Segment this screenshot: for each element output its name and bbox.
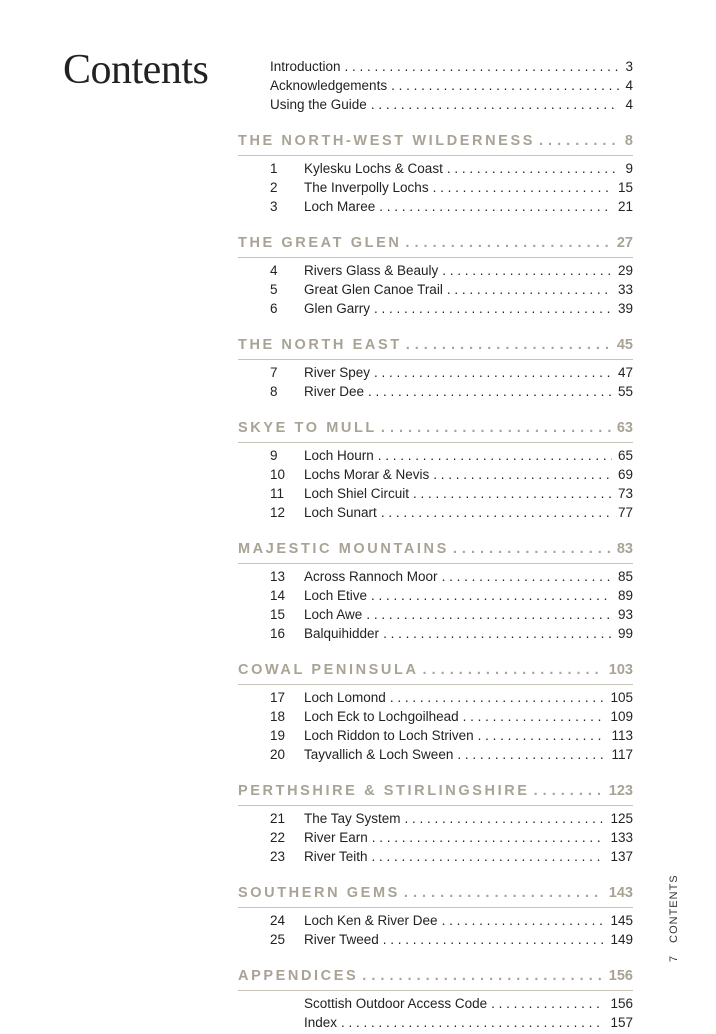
dot-leader [447,282,612,297]
entry-label: Loch Awe [304,607,363,622]
toc-section [238,885,633,951]
entry-number: 3 [270,199,278,214]
page-ref: 65 [617,448,633,463]
dot-leader [405,235,610,251]
entry-number: 2 [270,180,278,195]
dot-leader [404,885,603,901]
toc-entry [238,263,633,282]
page-ref: 125 [610,811,633,826]
page-number: 7 [668,954,680,962]
toc-section [238,968,633,1034]
toc-entry [238,161,633,180]
page-ref: 33 [617,282,633,297]
entry-label: River Earn [304,830,368,845]
section-heading [238,541,633,564]
entry-number: 20 [270,747,286,762]
toc-entry [238,588,633,607]
page-ref: 83 [616,541,633,557]
entry-number: 8 [270,384,278,399]
dot-leader [442,569,612,584]
section-title: SKYE TO MULL [238,420,377,436]
dot-leader [374,301,612,316]
dot-leader [379,199,612,214]
dot-leader [406,337,611,353]
toc-entry [238,486,633,505]
entry-number: 21 [270,811,286,826]
intro-item [238,59,633,78]
dot-leader [381,420,611,436]
page-ref: 143 [608,885,633,901]
page-ref: 109 [610,709,633,724]
dot-leader [390,690,605,705]
toc-entry [238,282,633,301]
toc-entry [238,365,633,384]
page-ref: 47 [617,365,633,380]
dot-leader [539,133,619,149]
entry-label: Loch Riddon to Loch Striven [304,728,474,743]
entry-label: River Tweed [304,932,379,947]
toc-entry [238,384,633,403]
toc-entry [238,607,633,626]
toc-entry [238,830,633,849]
dot-leader [433,180,612,195]
page-ref: 149 [610,932,633,947]
entry-number: 9 [270,448,278,463]
dot-leader [433,467,612,482]
entry-label: Loch Shiel Circuit [304,486,410,501]
entry-number: 14 [270,588,286,603]
toc-section [238,337,633,403]
entry-number: 19 [270,728,286,743]
toc-entry [238,467,633,486]
toc-entry [238,709,633,728]
toc-entry [238,448,633,467]
toc-entry [238,728,633,747]
entry-label: Across Rannoch Moor [304,569,438,584]
entry-number: 11 [270,486,285,501]
dot-leader [453,541,611,557]
entry-label: Loch Sunart [304,505,377,520]
page-ref: 113 [611,728,633,743]
dot-leader [368,384,612,399]
page-ref: 103 [608,662,633,678]
page-ref: 133 [610,830,633,845]
entry-label: Loch Ken & River Dee [304,913,438,928]
page-ref: 117 [611,747,633,762]
page-title: Contents [63,47,209,93]
toc-entry [238,569,633,588]
toc-entry [238,811,633,830]
page-ref: 99 [617,626,633,641]
entry-label: Acknowledgements [270,78,388,93]
toc-section [238,783,633,868]
entry-label: Balquihidder [304,626,380,641]
running-footer [668,874,680,962]
entry-label: River Spey [304,365,371,380]
section-heading [238,235,633,258]
entry-label: River Dee [304,384,365,399]
page-ref: 21 [617,199,633,214]
entry-label: River Teith [304,849,368,864]
entry-number: 24 [270,913,286,928]
section-title: SOUTHERN GEMS [238,885,400,901]
entry-label: Lochs Morar & Nevis [304,467,430,482]
entry-label: The Tay System [304,811,401,826]
toc-section [238,662,633,766]
entry-label: Glen Garry [304,301,371,316]
dot-leader [413,486,612,501]
entry-number: 12 [270,505,286,520]
page-ref: 105 [610,690,633,705]
page-ref: 85 [617,569,633,584]
dot-leader [378,448,612,463]
entry-number: 7 [270,365,278,380]
toc-entry [238,690,633,709]
entry-label: The Inverpolly Lochs [304,180,429,195]
entry-number: 10 [270,467,286,482]
dot-leader [372,830,605,845]
dot-leader [478,728,606,743]
dot-leader [442,913,605,928]
entry-label: Rivers Glass & Beauly [304,263,439,278]
entry-label: Loch Maree [304,199,376,214]
entry-number: 25 [270,932,286,947]
entry-label: Loch Lomond [304,690,386,705]
section-heading [238,662,633,685]
section-title: THE GREAT GLEN [238,235,402,251]
dot-leader [405,811,605,826]
section-title: COWAL PENINSULA [238,662,419,678]
dot-leader [442,263,612,278]
page-ref: 156 [608,968,633,984]
dot-leader [534,783,603,799]
page-ref: 9 [625,161,633,176]
toc-entry [238,626,633,645]
toc-entry [238,932,633,951]
entry-label: Loch Hourn [304,448,374,463]
dot-leader [371,588,612,603]
dot-leader [372,849,605,864]
page-ref: 27 [616,235,633,251]
dot-leader [362,968,603,984]
entry-number: 4 [270,263,278,278]
page-ref: 123 [608,783,633,799]
page-ref: 137 [610,849,633,864]
page-ref: 29 [617,263,633,278]
page-ref: 8 [624,133,633,149]
section-heading [238,133,633,156]
section-title: APPENDICES [238,968,359,984]
page-ref: 157 [610,1015,633,1030]
toc-section [238,133,633,218]
page-ref: 39 [617,301,633,316]
dot-leader [371,97,620,112]
entry-label: Loch Etive [304,588,368,603]
intro-item [238,78,633,97]
dot-leader [383,932,605,947]
entry-number: 6 [270,301,278,316]
toc-section [238,235,633,320]
page-ref: 93 [617,607,633,622]
section-heading [238,885,633,908]
entry-label: Index [304,1015,338,1030]
page-ref: 73 [617,486,633,501]
entry-label: Kylesku Lochs & Coast [304,161,443,176]
section-title: MAJESTIC MOUNTAINS [238,541,449,557]
entry-number: 13 [270,569,286,584]
entry-label: Scottish Outdoor Access Code [304,996,488,1011]
dot-leader [383,626,612,641]
dot-leader [463,709,605,724]
dot-leader [447,161,620,176]
running-head: CONTENTS [668,874,680,943]
entry-label: Using the Guide [270,97,367,112]
entry-number: 16 [270,626,286,641]
page-ref: 63 [616,420,633,436]
page-ref: 69 [617,467,633,482]
intro-item [238,97,633,116]
page-ref: 15 [617,180,633,195]
entry-number: 15 [270,607,286,622]
entry-label: Loch Eck to Lochgoilhead [304,709,459,724]
entry-number: 22 [270,830,286,845]
section-heading [238,783,633,806]
dot-leader [457,747,605,762]
section-title: THE NORTH-WEST WILDERNESS [238,133,535,149]
dot-leader [374,365,612,380]
page-ref: 156 [610,996,633,1011]
dot-leader [491,996,604,1011]
toc-entry [238,747,633,766]
toc-section [238,420,633,524]
entry-number: 23 [270,849,286,864]
dot-leader [391,78,619,93]
entry-number: 1 [270,161,278,176]
toc-entry [238,996,633,1015]
section-heading [238,968,633,991]
section-title: THE NORTH EAST [238,337,402,353]
entry-label: Great Glen Canoe Trail [304,282,443,297]
dot-leader [381,505,612,520]
entry-number: 5 [270,282,278,297]
toc-entry [238,1015,633,1034]
toc-entry [238,849,633,868]
toc-entry [238,180,633,199]
dot-leader [423,662,603,678]
dot-leader [345,59,620,74]
page-ref: 145 [610,913,633,928]
page-ref: 89 [617,588,633,603]
page-ref: 77 [617,505,633,520]
entry-number: 18 [270,709,286,724]
section-heading [238,420,633,443]
section-heading [238,337,633,360]
toc-entry [238,505,633,524]
toc-section [238,541,633,645]
entry-label: Introduction [270,59,341,74]
dot-leader [366,607,612,622]
dot-leader [341,1015,604,1030]
toc-entry [238,301,633,320]
entry-label: Tayvallich & Loch Sween [304,747,454,762]
toc-entry [238,913,633,932]
page-ref: 4 [625,78,633,93]
section-title: PERTHSHIRE & STIRLINGSHIRE [238,783,530,799]
page-ref: 3 [625,59,633,74]
table-of-contents [238,59,633,1034]
page-ref: 4 [625,97,633,112]
entry-number: 17 [270,690,286,705]
page-ref: 55 [617,384,633,399]
page-ref: 45 [616,337,633,353]
toc-entry [238,199,633,218]
